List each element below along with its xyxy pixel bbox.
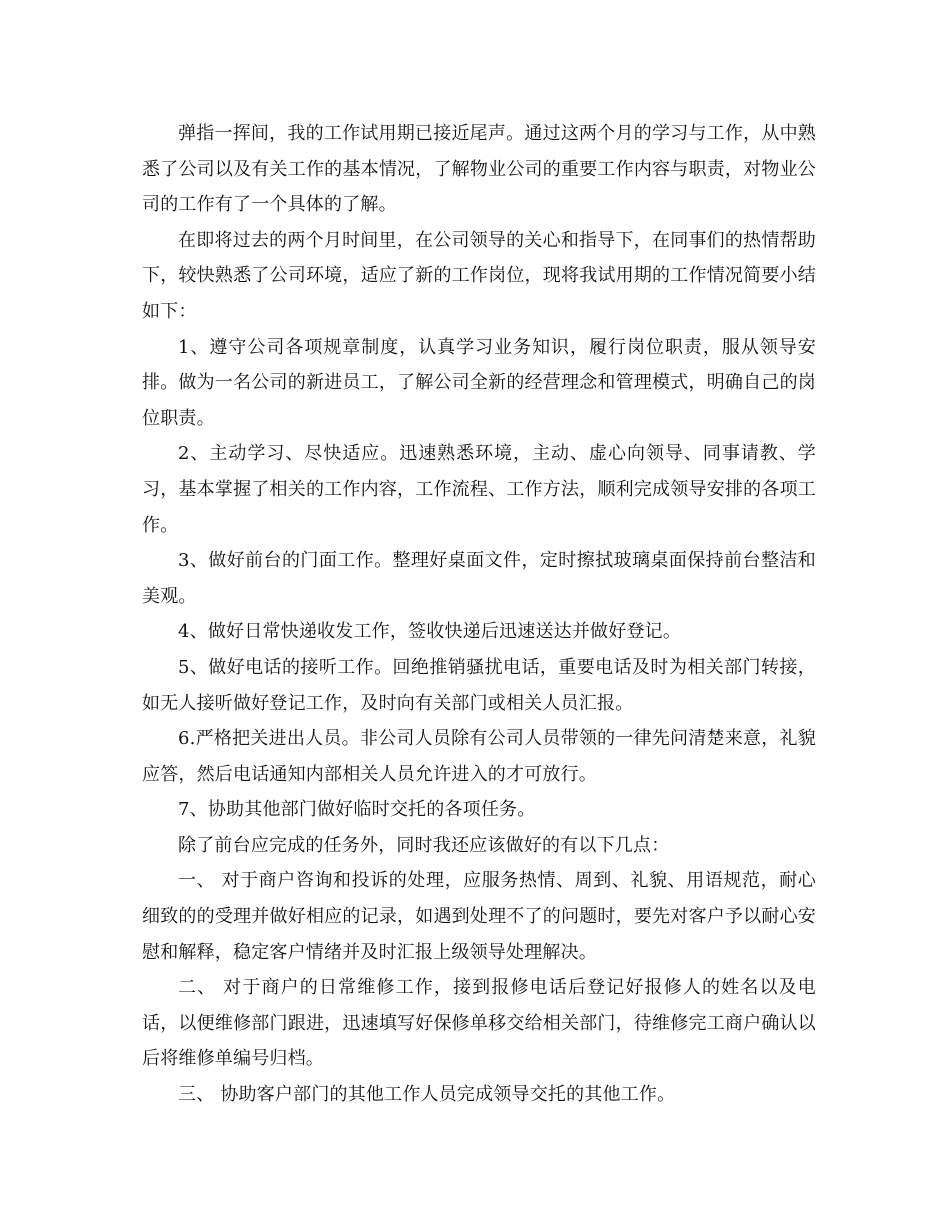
paragraph-summary-lead: 在即将过去的两个月时间里，在公司领导的关心和指导下，在同事们的热情帮助下，较快熟悉了公司环境，适应了新的工作岗位，现将我试用期的工作情况简要小结如下： bbox=[142, 229, 816, 322]
paragraph-point-three: 三、 协助客户部门的其他工作人员完成领导交托的其他工作。 bbox=[178, 1084, 676, 1106]
paragraph-item-2: 2、主动学习、尽快适应。迅速熟悉环境，主动、虚心向领导、同事请教、学习，基本掌握了相关的工作内容，工作流程、工作方法，顺利完成领导安排的各项工作。 bbox=[142, 443, 816, 536]
paragraph-item-7: 7、协助其他部门做好临时交托的各项任务。 bbox=[178, 799, 536, 821]
document-body bbox=[142, 116, 816, 1113]
paragraph-additional-lead: 除了前台应完成的任务外，同时我还应该做好的有以下几点： bbox=[178, 834, 670, 856]
paragraph-item-1: 1、遵守公司各项规章制度，认真学习业务知识，履行岗位职责，服从领导安排。做为一名公司的新进员工，了解公司全新的经营理念和管理模式，明确自己的岗位职责。 bbox=[142, 336, 816, 429]
paragraph-item-3: 3、做好前台的门面工作。整理好桌面文件，定时擦拭玻璃桌面保持前台整洁和美观。 bbox=[142, 550, 816, 607]
paragraph-item-6: 6.严格把关进出人员。非公司人员除有公司人员带领的一律先问清楚来意，礼貌应答，然后电话通知内部相关人员允许进入的才可放行。 bbox=[142, 728, 816, 785]
paragraph-point-one: 一、 对于商户咨询和投诉的处理，应服务热情、周到、礼貌、用语规范，耐心细致的的受理并做好相应的记录，如遇到处理不了的问题时，要先对客户予以耐心安慰和解释，稳定客户情绪并及时汇报上级领导处理解决。 bbox=[142, 870, 816, 963]
paragraph-point-two: 二、 对于商户的日常维修工作，接到报修电话后登记好报修人的姓名以及电话，以便维修部门跟进，迅速填写好保修单移交给相关部门，待维修完工商户确认以后将维修单编号归档。 bbox=[142, 977, 816, 1070]
paragraph-item-4: 4、做好日常快递收发工作，签收快递后迅速送达并做好登记。 bbox=[178, 621, 682, 643]
paragraph-intro: 弹指一挥间，我的工作试用期已接近尾声。通过这两个月的学习与工作，从中熟悉了公司以及有关工作的基本情况，了解物业公司的重要工作内容与职责，对物业公司的工作有了一个具体的了解。 bbox=[142, 123, 816, 216]
paragraph-item-5: 5、做好电话的接听工作。回绝推销骚扰电话，重要电话及时为相关部门转接，如无人接听做好登记工作，及时向有关部门或相关人员汇报。 bbox=[142, 656, 816, 714]
